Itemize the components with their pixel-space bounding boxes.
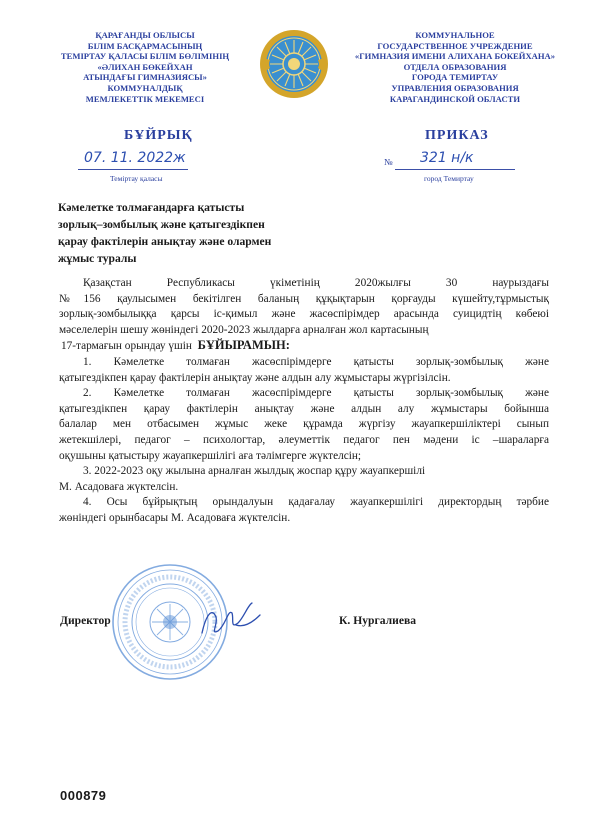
preamble-line: Қазақстан Республикасы үкіметінің 2020жылғы 30 наурыздағы [83,277,549,289]
header-line: ОТДЕЛА ОБРАЗОВАНИЯ [403,61,507,72]
order-body [59,276,549,527]
header-line: ТЕМІРТАУ ҚАЛАСЫ БІЛІМ БӨЛІМІНІҢ [60,51,230,62]
item-1-line: 1. Кәмелетке толмаған жасөспірімдерге қатысты зорлық-зомбылық және [83,355,549,368]
subject-line: зорлық–зомбылық және қатыгездікпен [58,218,265,231]
state-emblem-icon [258,28,330,100]
preamble-line: №156 қаулысымен бекітілген баланың құқықтарын қорғауды күшейту,тұрмыстық [59,292,549,305]
doc-type-kazakh: БҰЙРЫҚ [124,128,193,143]
city-kazakh: Теміртау қаласы [110,174,163,183]
item-2-line: жетекшілері, педагог – психологтар, әлеуметтік педагог пен мәдени іс –шараларға [59,433,549,446]
item-4-line: 4. Осы бұйрықтың орындалуын қадағалау жауапкершілігі директордың тәрбие [83,496,549,509]
item-2-line: қатыгездікпен қарау фактілерін анықтау және алдын алу жұмыстары бойынша [59,402,549,415]
item-4-line: жөніндегі орынбасары М. Асадоваға жүктелсін. [59,511,291,524]
signature-icon [196,595,266,645]
order-subject [58,199,328,267]
header-line: «ӘЛИХАН БӨКЕЙХАН [97,61,193,72]
preamble-last-line [59,338,549,355]
header-line: ГОРОДА ТЕМИРТАУ [411,72,499,83]
header-line: КОММУНАЛДЫҚ [107,82,183,93]
header-russian [345,30,565,104]
item-2-line: оқушыны қатыстыру жауапкершілігі аға тәлімгерге жүктелсін; [59,449,362,462]
order-number: 321 н/к [420,150,474,166]
director-label: Директор [60,614,111,627]
date-underline [78,169,188,170]
item-2-line: балалар мен отбасымен жұмыс жеке құрамда жүргізу жауапкершіліктері сынып [59,418,549,431]
item-3-line: М. Асадоваға жүктелсін. [59,480,179,493]
header-line: БІЛІМ БАСҚАРМАСЫНЫҢ [87,40,203,51]
header-line: ҚАРАҒАНДЫ ОБЛЫСЫ [95,30,195,40]
serial-number: 000879 [60,788,107,803]
doc-type-russian: ПРИКАЗ [425,128,489,143]
director-name: К. Нургалиева [339,614,417,627]
order-word: БҰЙЫРАМЫН: [197,338,290,353]
header-line: «ГИМНАЗИЯ ИМЕНИ АЛИХАНА БОКЕЙХАНА» [354,51,556,62]
preamble-line: зорлық-зомбылыққа қарсы іс-қимыл және жасөспірімдер арасында суицидтің көбеюі [59,308,549,321]
header-line: МЕМЛЕКЕТТІК МЕКЕМЕСІ [85,93,205,104]
header-line: КАРАГАНДИНСКОЙ ОБЛАСТИ [389,93,521,104]
header-line: АТЫНДАҒЫ ГИМНАЗИЯСЫ» [83,72,207,83]
subject-line: Кәмелетке толмағандарға қатысты [58,201,245,214]
header-line: КОММУНАЛЬНОЕ [415,30,495,40]
header-kazakh [25,30,265,104]
number-underline [395,169,515,170]
item-1-line: қатыгездікпен қарау фактілерін анықтау және алдын алу жұмыстары жүргізілсін. [59,371,451,384]
preamble-line: мәселелерін шешу жөніндегі 2020-2023 жылдарға арналған жол картасының [59,323,429,336]
order-date: 07. 11. 2022ж [84,150,186,166]
number-sign: № [384,157,393,167]
subject-line: жұмыс туралы [58,252,137,265]
city-russian: город Темиртау [424,174,474,183]
item-3-line: 3. 2022-2023 оқу жылына арналған жылдық жоспар құру жауапкершілі [83,465,426,478]
subject-line: қарау фактілерін анықтау және олармен [58,235,272,248]
header-line: ГОСУДАРСТВЕННОЕ УЧРЕЖДЕНИЕ [377,40,533,51]
header-line: УПРАВЛЕНИЯ ОБРАЗОВАНИЯ [391,82,519,93]
preamble-last: 17-тармағын орындау үшін [61,340,192,353]
item-2-line: 2. Кәмелетке толмаған жасөспірімдерге қатысты зорлық-зомбылық және [83,387,549,400]
